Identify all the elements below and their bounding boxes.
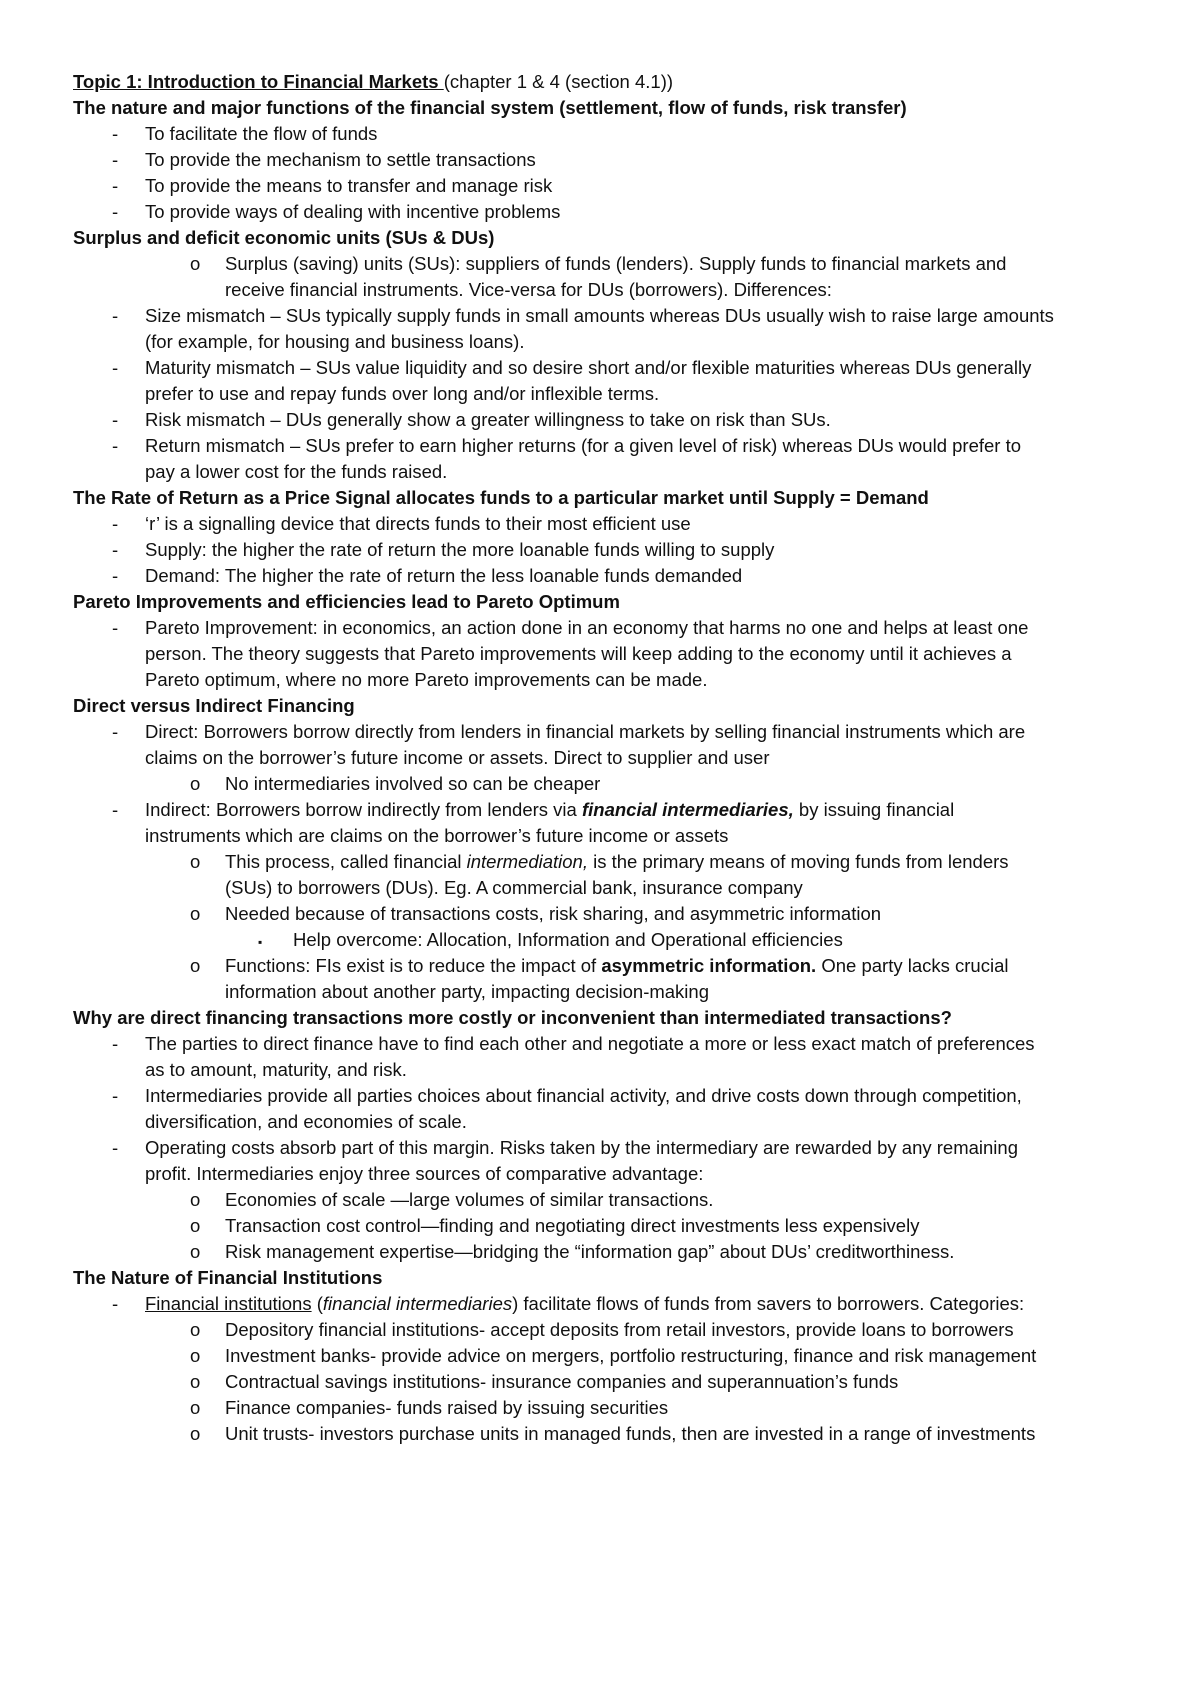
list-item-continuation: Pareto optimum, where no more Pareto improvements can be made. <box>145 669 708 690</box>
list-item-continuation: prefer to use and repay funds over long and/or inflexible terms. <box>145 383 660 404</box>
text-run: Functions: FIs exist is to reduce the impact of <box>225 955 602 976</box>
text-run: by issuing financial <box>793 799 955 820</box>
dash-bullet: - <box>112 409 119 430</box>
list-item <box>112 616 1029 640</box>
page-title <box>73 70 673 94</box>
list-item <box>112 356 1032 380</box>
list-item-text: Risk mismatch – DUs generally show a greater willingness to take on risk than SUs. <box>145 409 831 430</box>
text-run: ) facilitate flows of funds from savers to borrowers. Categories: <box>512 1293 1025 1314</box>
list-item <box>190 954 1009 978</box>
list-item-text <box>145 798 954 822</box>
title-main: Topic 1: Introduction to Financial Markets <box>73 71 444 92</box>
dash-bullet: - <box>112 357 119 378</box>
list-item-continuation: information about another party, impacting decision-making <box>225 981 709 1002</box>
underlined-text: Financial institutions <box>145 1293 312 1314</box>
dash-bullet: - <box>112 1033 119 1054</box>
list-item <box>190 850 1009 874</box>
heading-rate: The Rate of Return as a Price Signal allocates funds to a particular market until Supply = Demand <box>73 487 929 508</box>
list-item-text: Supply: the higher the rate of return the more loanable funds willing to supply <box>145 539 775 560</box>
list-item <box>112 720 1026 744</box>
list-item-text: Unit trusts- investors purchase units in managed funds, then are invested in a range of investments <box>225 1423 1036 1444</box>
list-item-text: Needed because of transactions costs, risk sharing, and asymmetric information <box>225 903 882 924</box>
list-item <box>190 1318 1014 1342</box>
list-item-text <box>145 1292 1024 1316</box>
list-item <box>190 1344 1037 1368</box>
heading-pareto: Pareto Improvements and efficiencies lead to Pareto Optimum <box>73 591 620 612</box>
list-item-text: The parties to direct finance have to find each other and negotiate a more or less exact match of preferences <box>145 1033 1035 1054</box>
list-item-text: Investment banks- provide advice on mergers, portfolio restructuring, finance and risk management <box>225 1345 1037 1366</box>
list-item <box>112 174 553 198</box>
list-item-text: Contractual savings institutions- insurance companies and superannuation’s funds <box>225 1371 899 1392</box>
list-item-text: Intermediaries provide all parties choices about financial activity, and drive costs down through competition, <box>145 1085 1022 1106</box>
list-item-continuation: (SUs) to borrowers (DUs). Eg. A commercial bank, insurance company <box>225 877 803 898</box>
circle-bullet: o <box>190 1215 201 1236</box>
list-item-text: Demand: The higher the rate of return the less loanable funds demanded <box>145 565 743 586</box>
circle-bullet: o <box>190 1241 201 1262</box>
list-item-text: To provide ways of dealing with incentive problems <box>145 201 561 222</box>
dash-bullet: - <box>112 617 119 638</box>
list-item-text: Finance companies- funds raised by issuing securities <box>225 1397 669 1418</box>
list-item-text: Depository financial institutions- accept deposits from retail investors, provide loans to borrowers <box>225 1319 1014 1340</box>
dash-bullet: - <box>112 435 119 456</box>
emphasis-text: asymmetric information. <box>601 955 817 976</box>
list-item <box>190 772 601 796</box>
square-bullet: ▪ <box>258 935 263 949</box>
heading-direct: Direct versus Indirect Financing <box>73 695 355 716</box>
list-item <box>258 928 843 954</box>
text-run: This process, called financial <box>225 851 467 872</box>
list-item <box>112 1292 1025 1316</box>
circle-bullet: o <box>190 903 201 924</box>
heading-nature: The nature and major functions of the financial system (settlement, flow of funds, risk transfer) <box>73 97 907 118</box>
list-item <box>190 1240 955 1264</box>
circle-bullet: o <box>190 1189 201 1210</box>
dash-bullet: - <box>112 1137 119 1158</box>
dash-bullet: - <box>112 539 119 560</box>
text-run: Indirect: Borrowers borrow indirectly from lenders via <box>145 799 582 820</box>
list-item-continuation: as to amount, maturity, and risk. <box>145 1059 407 1080</box>
list-item <box>112 798 955 822</box>
list-item <box>112 148 536 172</box>
list-item <box>112 1084 1022 1108</box>
text-run: ( <box>311 1293 323 1314</box>
list-item <box>190 1188 714 1212</box>
list-item <box>190 902 882 926</box>
list-item <box>112 512 691 536</box>
list-item <box>112 408 831 432</box>
dash-bullet: - <box>112 565 119 586</box>
list-item-continuation: (for example, for housing and business loans). <box>145 331 525 352</box>
list-item-text: To facilitate the flow of funds <box>145 123 378 144</box>
list-item-text: Risk management expertise—bridging the “information gap” about DUs’ creditworthiness. <box>225 1241 955 1262</box>
title-suffix: (chapter 1 & 4 (section 4.1)) <box>443 71 674 92</box>
dash-bullet: - <box>112 721 119 742</box>
list-item-continuation: pay a lower cost for the funds raised. <box>145 461 448 482</box>
list-item-text: Operating costs absorb part of this margin. Risks taken by the intermediary are rewarded by any remaining <box>145 1137 1018 1158</box>
list-item-text: No intermediaries involved so can be cheaper <box>225 773 601 794</box>
list-item <box>112 434 1022 458</box>
list-item-text: Maturity mismatch – SUs value liquidity and so desire short and/or flexible maturities whereas DUs generally <box>145 357 1032 378</box>
dash-bullet: - <box>112 305 119 326</box>
list-item <box>112 538 775 562</box>
list-item-text: Return mismatch – SUs prefer to earn higher returns (for a given level of risk) whereas DUs would prefer to <box>145 435 1022 456</box>
emphasis-text: financial intermediaries, <box>581 799 794 820</box>
circle-bullet: o <box>190 1319 201 1340</box>
list-item-continuation: instruments which are claims on the borrower’s future income or assets <box>145 825 729 846</box>
dash-bullet: - <box>112 149 119 170</box>
list-item-continuation: profit. Intermediaries enjoy three sources of comparative advantage: <box>145 1163 704 1184</box>
circle-bullet: o <box>190 851 201 872</box>
circle-bullet: o <box>190 253 201 274</box>
circle-bullet: o <box>190 955 201 976</box>
list-item-text: Transaction cost control—finding and negotiating direct investments less expensively <box>225 1215 920 1236</box>
list-item <box>190 1422 1036 1446</box>
dash-bullet: - <box>112 175 119 196</box>
circle-bullet: o <box>190 773 201 794</box>
heading-institutions: The Nature of Financial Institutions <box>73 1267 383 1288</box>
dash-bullet: - <box>112 123 119 144</box>
list-item-text <box>225 954 1008 978</box>
circle-bullet: o <box>190 1423 201 1444</box>
list-item <box>112 200 561 224</box>
heading-surplus: Surplus and deficit economic units (SUs & DUs) <box>73 227 495 248</box>
list-item <box>190 1396 669 1420</box>
list-item-text: ‘r’ is a signalling device that directs funds to their most efficient use <box>145 513 691 534</box>
list-item-text: Size mismatch – SUs typically supply funds in small amounts whereas DUs usually wish to raise large amounts <box>145 305 1054 326</box>
circle-bullet: o <box>190 1397 201 1418</box>
heading-why: Why are direct financing transactions more costly or inconvenient than intermediated transactions? <box>73 1007 952 1028</box>
circle-bullet: o <box>190 1371 201 1392</box>
dash-bullet: - <box>112 1085 119 1106</box>
list-item-text: To provide the means to transfer and manage risk <box>145 175 553 196</box>
list-item-continuation: diversification, and economies of scale. <box>145 1111 467 1132</box>
list-item-text: Direct: Borrowers borrow directly from lenders in financial markets by selling financial instruments which are <box>145 721 1026 742</box>
list-item-continuation: receive financial instruments. Vice-versa for DUs (borrowers). Differences: <box>225 279 832 300</box>
emphasis-text: intermediation, <box>466 851 588 872</box>
dash-bullet: - <box>112 201 119 222</box>
list-item <box>190 252 1007 276</box>
dash-bullet: - <box>112 1293 119 1314</box>
text-run: is the primary means of moving funds from lenders <box>587 851 1009 872</box>
list-item-text <box>225 850 1009 874</box>
list-item <box>112 122 378 146</box>
list-item <box>190 1370 899 1394</box>
dash-bullet: - <box>112 513 119 534</box>
list-item <box>190 1214 920 1238</box>
list-item-continuation: claims on the borrower’s future income or assets. Direct to supplier and user <box>145 747 770 768</box>
emphasis-text: financial intermediaries <box>322 1293 513 1314</box>
dash-bullet: - <box>112 799 119 820</box>
text-run: One party lacks crucial <box>816 955 1009 976</box>
list-item-text: Pareto Improvement: in economics, an action done in an economy that harms no one and helps at least one <box>145 617 1029 638</box>
circle-bullet: o <box>190 1345 201 1366</box>
list-item-text: To provide the mechanism to settle transactions <box>145 149 536 170</box>
list-item <box>112 564 743 588</box>
list-item <box>112 1032 1035 1056</box>
list-item-continuation: person. The theory suggests that Pareto improvements will keep adding to the economy until it achieves a <box>145 643 1012 664</box>
list-item-text: Surplus (saving) units (SUs): suppliers of funds (lenders). Supply funds to financial markets and <box>225 253 1007 274</box>
list-item-text: Economies of scale —large volumes of similar transactions. <box>225 1189 714 1210</box>
list-item <box>112 304 1054 328</box>
list-item <box>112 1136 1018 1160</box>
list-item-text: Help overcome: Allocation, Information and Operational efficiencies <box>293 929 843 950</box>
